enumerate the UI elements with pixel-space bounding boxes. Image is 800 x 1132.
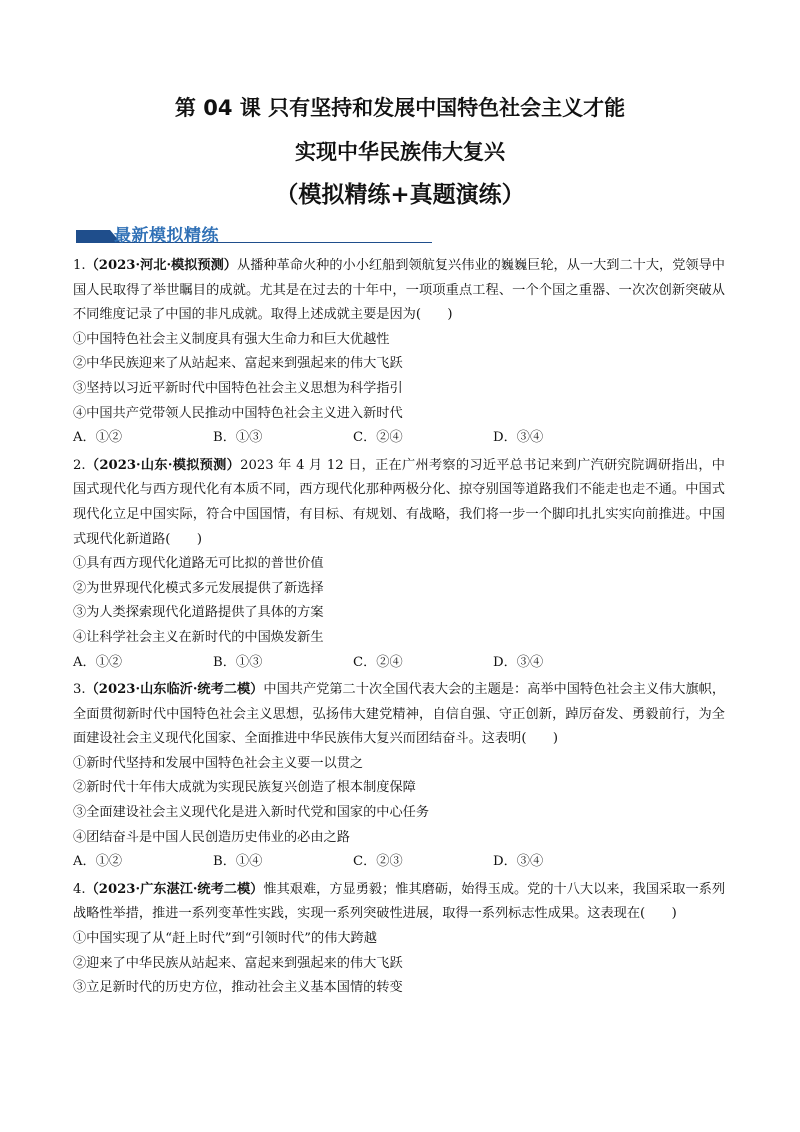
- question-2: [73, 454, 725, 675]
- question-stem: [73, 254, 725, 328]
- choice-d: D．③④: [493, 430, 544, 446]
- title-line-3: （模拟精练+真题演练）: [275, 182, 525, 208]
- option-3: ③坚持以习近平新时代中国特色社会主义思想为科学指引: [73, 380, 403, 396]
- choice-c: C．②③: [353, 854, 403, 870]
- choice-a: A．①②: [73, 854, 123, 870]
- choice-a: A．①②: [73, 430, 123, 446]
- question-stem: [73, 454, 725, 552]
- section-label: 最新模拟精练: [114, 226, 219, 246]
- question-source: （2023·山东临沂·统考二模）: [85, 682, 264, 698]
- question-number: 4.: [73, 881, 86, 897]
- option-1: ①新时代坚持和发展中国特色社会主义要一以贯之: [73, 755, 364, 771]
- answer-choices: [73, 651, 725, 676]
- choice-b: B．①③: [213, 654, 263, 670]
- question-stem: [73, 678, 725, 752]
- question-3: [73, 678, 725, 875]
- title-line-2: 实现中华民族伟大复兴: [295, 140, 505, 164]
- choice-a: A．①②: [73, 654, 123, 670]
- answer-choices: [73, 426, 725, 451]
- option-3: ③为人类探索现代化道路提供了具体的方案: [73, 605, 324, 621]
- option-4: ④团结奋斗是中国人民创造历史伟业的必由之路: [73, 829, 350, 845]
- option-2: ②新时代十年伟大成就为实现民族复兴创造了根本制度保障: [73, 780, 416, 796]
- choice-d: D．③④: [493, 654, 544, 670]
- choice-b: B．①④: [213, 854, 263, 870]
- option-4: ④中国共产党带领人民推动中国特色社会主义进入新时代: [73, 405, 403, 421]
- question-number: 2.: [73, 457, 86, 473]
- question-1: [73, 254, 725, 451]
- option-2: ②迎来了中华民族从站起来、富起来到强起来的伟大飞跃: [73, 955, 403, 971]
- title-line-1: 第 04 课 只有坚持和发展中国特色社会主义才能: [174, 96, 626, 120]
- option-2: ②为世界现代化模式多元发展提供了新选择: [73, 580, 324, 596]
- question-number: 3.: [73, 682, 86, 698]
- choice-b: B．①③: [213, 430, 263, 446]
- answer-choices: [73, 850, 725, 875]
- question-text: 从播种革命火种的小小红船到领航复兴伟业的巍巍巨轮，从一大到二十大，党领导中国人民取得了举世瞩目的成就。尤其是在过去的十年中，一项项重点工程、一个个国之重器、一次次创新突破从不同维度记录了中国的非凡成就。取得上述成就主要是因为( ): [73, 258, 725, 323]
- question-list: [73, 254, 725, 1004]
- option-3: ③全面建设社会主义现代化是进入新时代党和国家的中心任务: [73, 805, 430, 821]
- question-source: （2023·山东·模拟预测）: [85, 457, 241, 473]
- option-3: ③立足新时代的历史方位，推动社会主义基本国情的转变: [73, 980, 403, 996]
- option-1: ①中国实现了从“赶上时代”到“引领时代”的伟大跨越: [73, 931, 377, 947]
- option-4: ④让科学社会主义在新时代的中国焕发新生: [73, 629, 324, 645]
- choice-c: C．②④: [353, 654, 403, 670]
- choice-d: D．③④: [493, 854, 544, 870]
- question-source: （2023·广东湛江·统考二模）: [85, 881, 264, 897]
- question-stem: [73, 878, 725, 927]
- choice-c: C．②④: [353, 430, 403, 446]
- option-1: ①中国特色社会主义制度具有强大生命力和巨大优越性: [73, 331, 390, 347]
- question-text: 惟其艰难，方显勇毅；惟其磨砺，始得玉成。党的十八大以来，我国采取一系列战略性举措，推进一系列变革性实践，实现一系列突破性进展，取得一系列标志性成果。这表现在( ): [73, 881, 726, 922]
- section-header: [76, 222, 432, 244]
- question-text: 2023 年 4 月 12 日，正在广州考察的习近平总书记来到广汽研究院调研指出，中国式现代化与西方现代化有本质不同，西方现代化那种两极分化、掠夺别国等道路我们不能走也走不通。中国式现代化立足中国实际，符合中国国情，有目标、有规划、有战略，我们将一步一个脚印扎扎实实向前推进。中国式现代化新道路( ): [73, 457, 725, 547]
- option-2: ②中华民族迎来了从站起来、富起来到强起来的伟大飞跃: [73, 356, 403, 372]
- question-4: [73, 878, 725, 1001]
- question-source: （2023·河北·模拟预测）: [85, 258, 237, 273]
- question-text: 中国共产党第二十次全国代表大会的主题是：高举中国特色社会主义伟大旗帜，全面贯彻新时代中国特色社会主义思想，弘扬伟大建党精神，自信自强、守正创新，踔厉奋发、勇毅前行，为全面建设社会主义现代化国家、全面推进中华民族伟大复兴而团结奋斗。这表明( ): [73, 682, 726, 747]
- section-banner-bar: [76, 230, 110, 242]
- option-1: ①具有西方现代化道路无可比拟的普世价值: [73, 556, 324, 572]
- question-number: 1.: [73, 258, 86, 273]
